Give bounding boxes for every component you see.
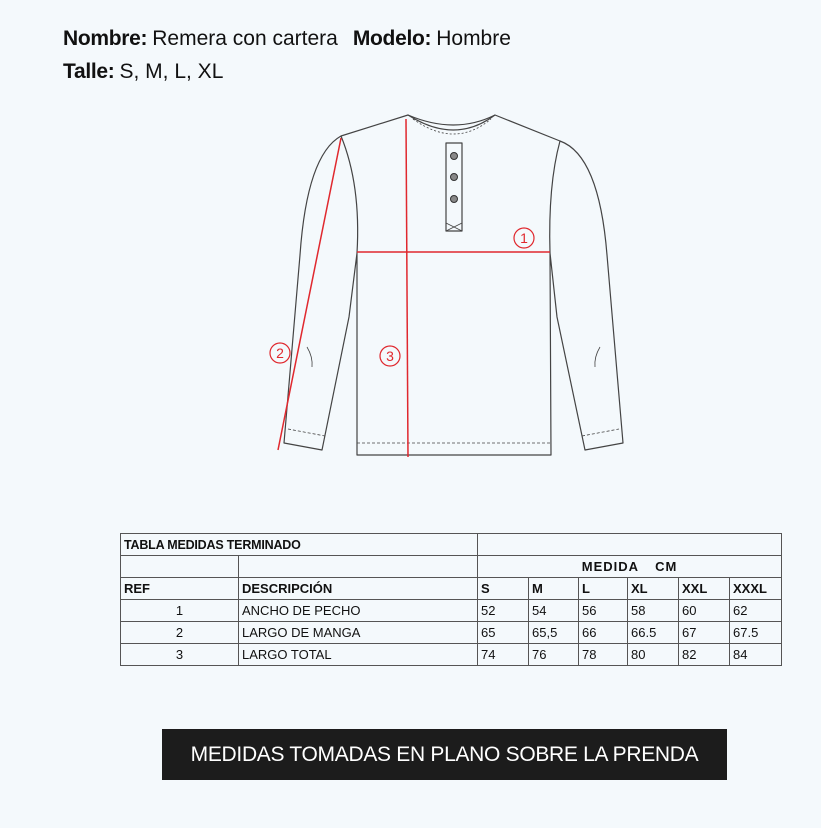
table-row [121, 600, 782, 622]
modelo-label: Modelo: [352, 27, 432, 50]
size-table [120, 533, 782, 666]
cell-xxl: 82 [679, 644, 730, 666]
marker-1: 1 [520, 230, 528, 246]
table-title-row [121, 534, 782, 556]
cell-xl: 66.5 [628, 622, 679, 644]
table-row [121, 622, 782, 644]
cell-l: 66 [579, 622, 628, 644]
table-row [121, 644, 782, 666]
talle-label: Talle: [63, 60, 115, 83]
cell-s: 74 [478, 644, 529, 666]
cell-xl: 58 [628, 600, 679, 622]
row-ref: 1 [121, 600, 239, 622]
row-description: ANCHO DE PECHO [239, 600, 478, 622]
cell-xxxl: 62 [730, 600, 782, 622]
size-table-container [120, 533, 781, 666]
cell-xxl: 60 [679, 600, 730, 622]
row-ref: 3 [121, 644, 239, 666]
size-header-xxxl: XXXL [730, 578, 782, 600]
banner-text: MEDIDAS TOMADAS EN PLANO SOBRE LA PRENDA [190, 742, 699, 766]
medida-label: MEDIDA [581, 559, 640, 574]
name-model-row [63, 28, 511, 49]
nombre-value: Remera con cartera [152, 27, 338, 50]
row-description: LARGO TOTAL [239, 644, 478, 666]
cell-m: 76 [529, 644, 579, 666]
cell-xxxl: 67.5 [730, 622, 782, 644]
cell-m: 65,5 [529, 622, 579, 644]
desc-header: DESCRIPCIÓN [239, 578, 478, 600]
cell-l: 78 [579, 644, 628, 666]
table-unit-row [121, 556, 782, 578]
total-length-line [406, 119, 408, 457]
cell-xl: 80 [628, 644, 679, 666]
marker-3: 3 [386, 348, 394, 364]
garment-diagram [265, 105, 635, 470]
measurement-lines [278, 119, 550, 457]
size-header-xxl: XXL [679, 578, 730, 600]
placket-buttons [451, 153, 458, 203]
size-header-l: L [579, 578, 628, 600]
product-header [63, 28, 511, 82]
cell-xxxl: 84 [730, 644, 782, 666]
cell-s: 52 [478, 600, 529, 622]
talle-value: S, M, L, XL [119, 60, 224, 83]
button-3 [451, 196, 458, 203]
size-header-m: M [529, 578, 579, 600]
row-description: LARGO DE MANGA [239, 622, 478, 644]
cell-m: 54 [529, 600, 579, 622]
unit-label: CM [655, 559, 678, 574]
table-title: TABLA MEDIDAS TERMINADO [121, 534, 478, 556]
measurement-note-banner [162, 729, 727, 780]
button-2 [451, 174, 458, 181]
nombre-label: Nombre: [63, 27, 148, 50]
row-ref: 2 [121, 622, 239, 644]
medida-header [478, 556, 782, 578]
size-header-xl: XL [628, 578, 679, 600]
marker-2: 2 [276, 345, 284, 361]
cell-xxl: 67 [679, 622, 730, 644]
cell-s: 65 [478, 622, 529, 644]
button-1 [451, 153, 458, 160]
cell-l: 56 [579, 600, 628, 622]
size-header-s: S [478, 578, 529, 600]
talle-row [63, 61, 511, 82]
table-header-row [121, 578, 782, 600]
modelo-value: Hombre [436, 27, 511, 50]
ref-header: REF [121, 578, 239, 600]
